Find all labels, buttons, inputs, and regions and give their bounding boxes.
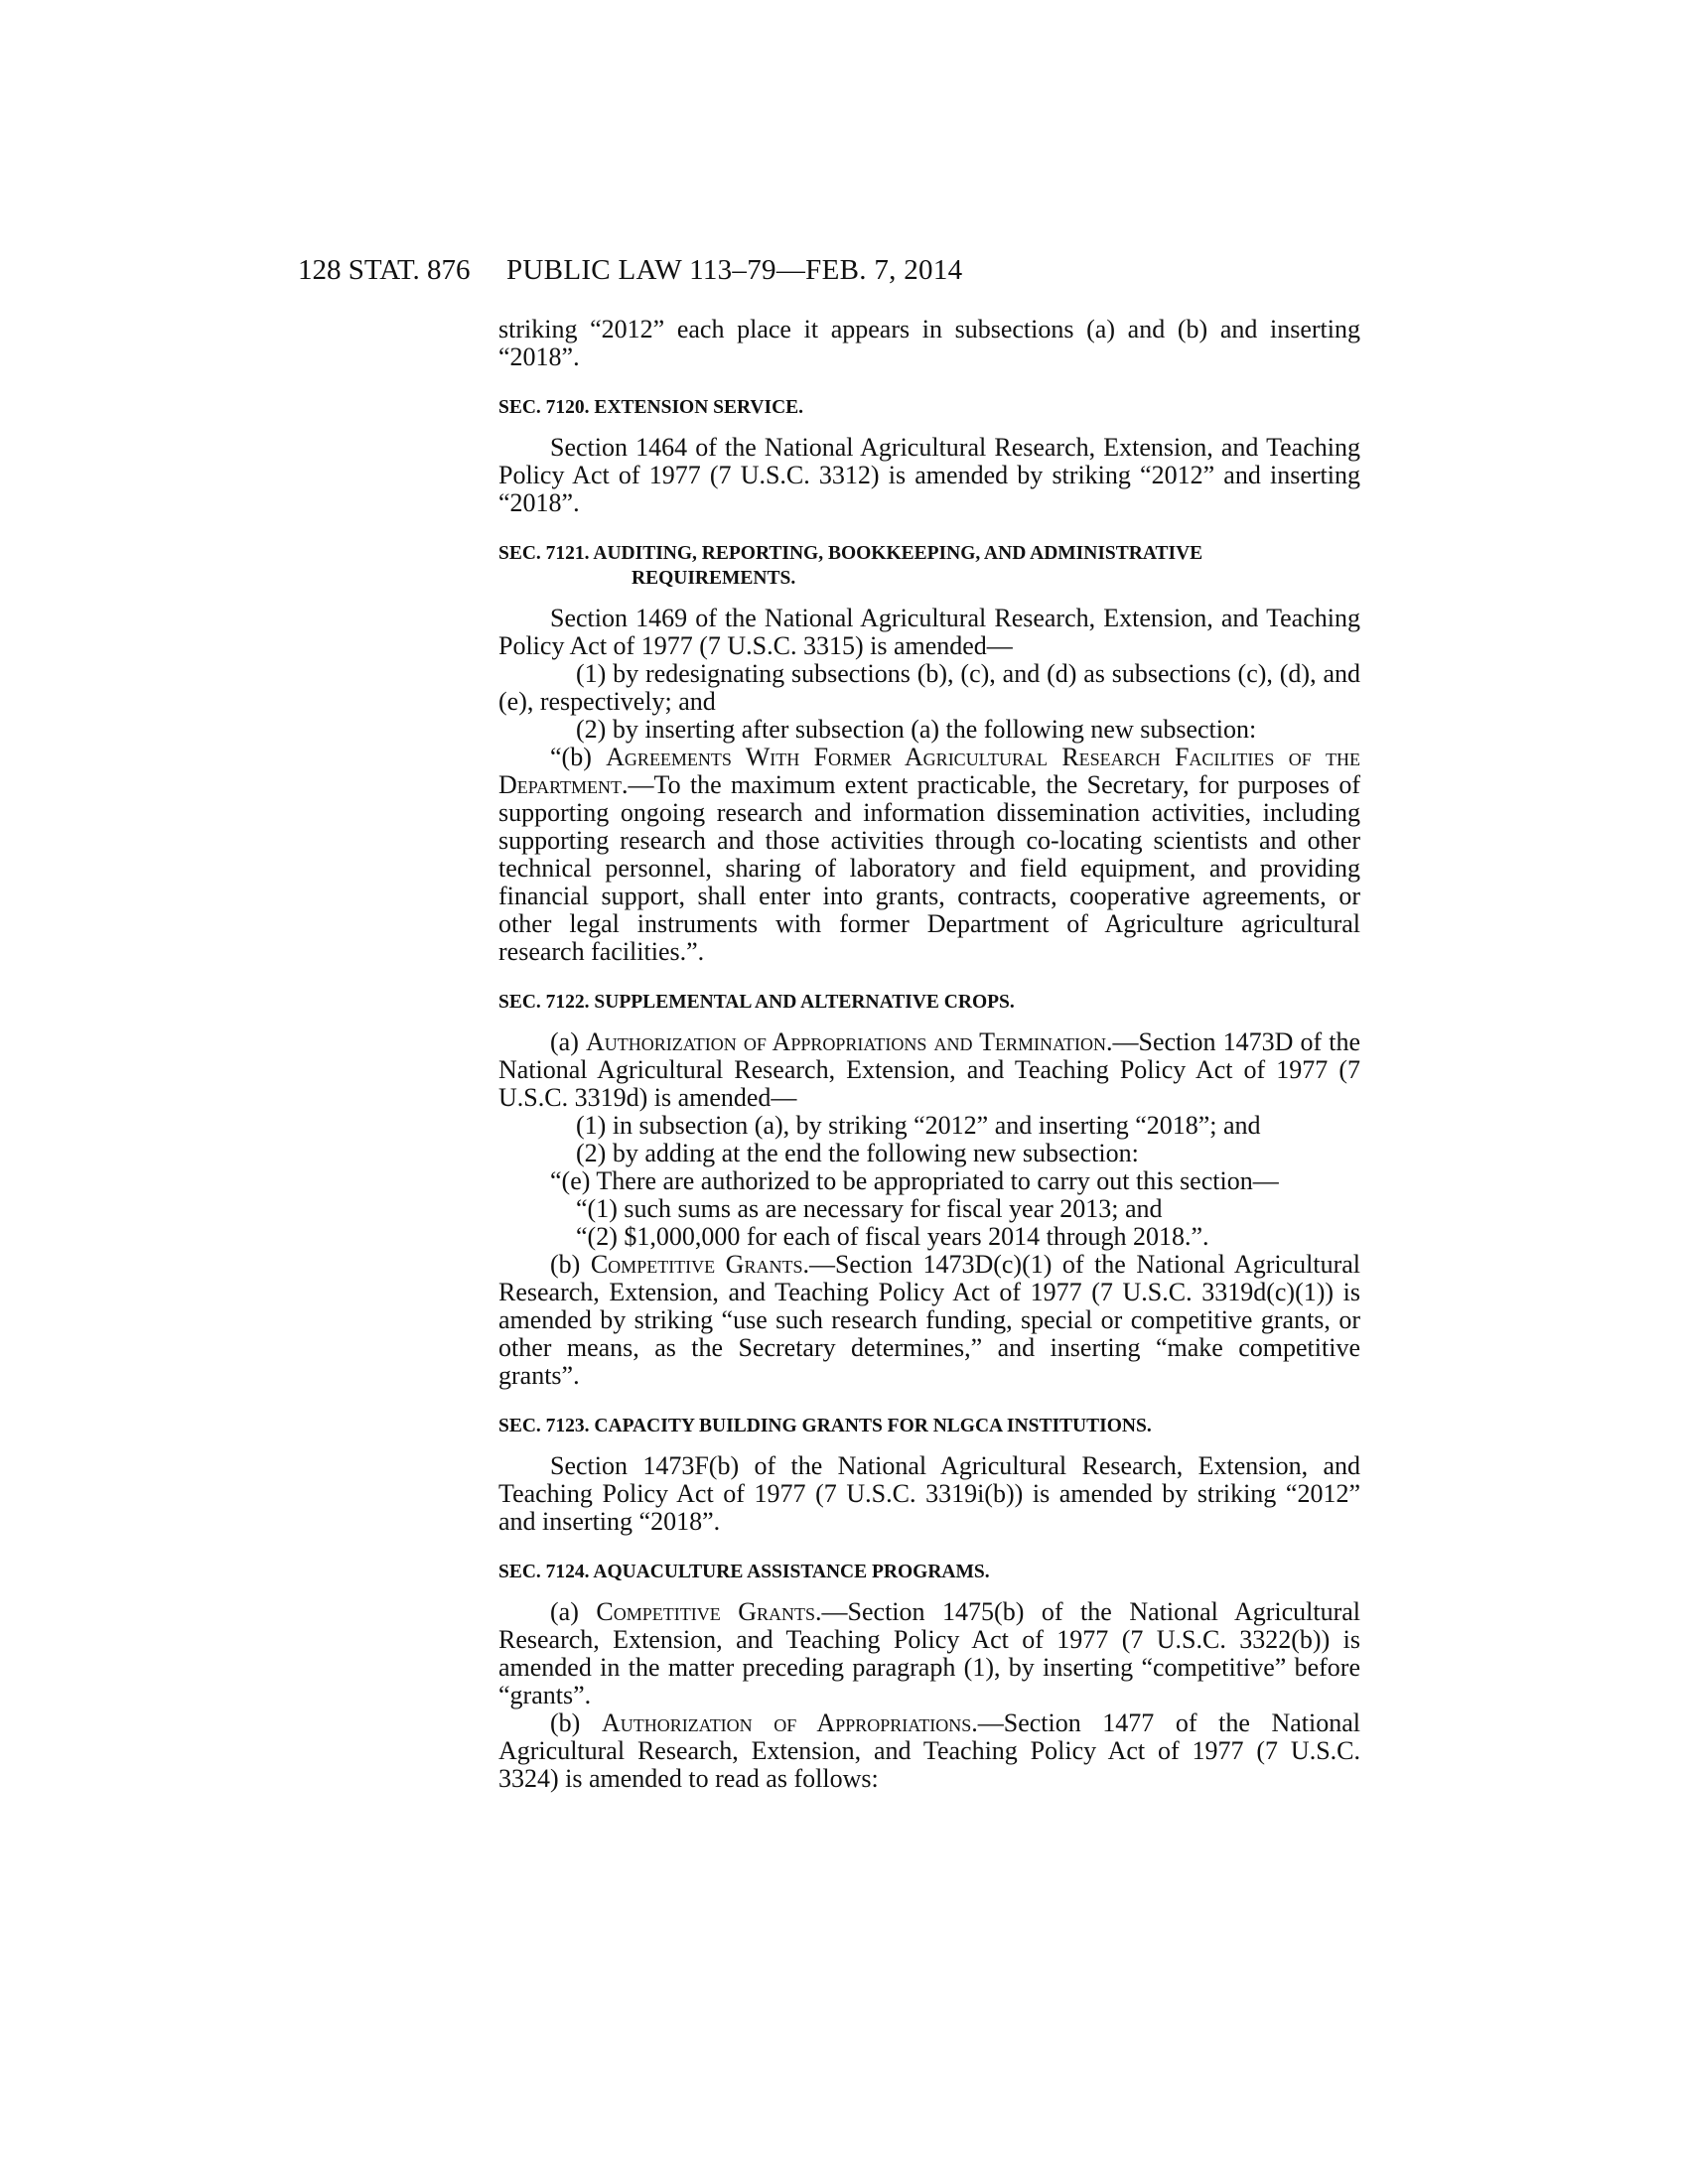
section-heading-7121: SEC. 7121. AUDITING, REPORTING, BOOKKEEPING, AND ADMINISTRATIVE REQUIREMENTS. — [498, 543, 1203, 589]
subsection-text: —Section 1475(b) of the National Agricultural Research, Extension, and Teaching Policy Act of 1977 (7 U.S.C. 3322(b)) is amended in the matter preceding paragraph (1), by inserting “competitive” before “grants”. — [498, 1597, 1361, 1709]
subsection-caption: Agreements With Former Agricultural Research Facilities of the Department. — [498, 743, 1360, 799]
section-7122-subsection-a — [498, 1028, 1360, 1112]
subsection-caption: Competitive Grants. — [596, 1597, 822, 1626]
section-7121-item-1: (1) by redesignating subsections (b), (c), and (d) as subsections (c), (d), and (e), respectively; and — [498, 659, 1360, 716]
subsection-text: —Section 1477 of the National Agricultural Research, Extension, and Teaching Policy Act of 1977 (7 U.S.C. 3324) is amended to read as follows: — [498, 1708, 1361, 1793]
section-heading-7120: SEC. 7120. EXTENSION SERVICE. — [498, 397, 804, 418]
law-title: PUBLIC LAW 113–79—FEB. 7, 2014 — [506, 254, 963, 286]
section-7122-new-subsection-e: “(e) There are authorized to be appropriated to carry out this section— — [550, 1166, 1279, 1195]
subsection-text: —Section 1473D(c)(1) of the National Agricultural Research, Extension, and Teaching Policy Act of 1977 (7 U.S.C. 3319d(c)(1)) is amended by striking “use such research funding, special or competitive grants, or other means, as the Secretary determines,” and inserting “make competitive grants”. — [498, 1250, 1360, 1390]
subsection-prefix: (a) — [550, 1027, 579, 1056]
subsection-text: —To the maximum extent practicable, the Secretary, for purposes of supporting ongoing research and information dissemination activities, including supporting research and those activities through co-locating scientists and other technical personnel, sharing of laboratory and field equipment, and providing financial support, shall enter into grants, contracts, cooperative agreements, or other legal instruments with former Department of Agriculture agricultural research facilities.”. — [498, 770, 1360, 966]
document-body — [498, 316, 1360, 1793]
statute-citation: 128 STAT. 876 — [298, 254, 471, 286]
section-heading-7124: SEC. 7124. AQUACULTURE ASSISTANCE PROGRAMS. — [498, 1562, 990, 1582]
section-7122-item-1: (1) in subsection (a), by striking “2012” and inserting “2018”; and — [576, 1111, 1261, 1140]
subsection-caption: Authorization of Appropriations and Termination. — [585, 1027, 1113, 1056]
subsection-caption: Competitive Grants. — [590, 1250, 809, 1279]
continuation-paragraph: striking “2012” each place it appears in subsections (a) and (b) and inserting “2018”. — [498, 315, 1360, 371]
section-7121-paragraph-1: Section 1469 of the National Agricultural Research, Extension, and Teaching Policy Act of 1977 (7 U.S.C. 3315) is amended— — [498, 604, 1360, 660]
subsection-text: —Section 1473D of the National Agricultural Research, Extension, and Teaching Policy Act of 1977 (7 U.S.C. 3319d) is amended— — [498, 1027, 1361, 1112]
section-7122-item-2: (2) by adding at the end the following new subsection: — [576, 1139, 1139, 1167]
section-heading-7122: SEC. 7122. SUPPLEMENTAL AND ALTERNATIVE CROPS. — [498, 992, 1015, 1013]
subsection-prefix: “(b) — [550, 743, 592, 771]
section-7121-item-2: (2) by inserting after subsection (a) the following new subsection: — [576, 715, 1257, 744]
section-7123-paragraph: Section 1473F(b) of the National Agricultural Research, Extension, and Teaching Policy Act of 1977 (7 U.S.C. 3319i(b)) is amended by striking “2012” and inserting “2018”. — [498, 1451, 1360, 1536]
section-7122-e-item-1: “(1) such sums as are necessary for fiscal year 2013; and — [576, 1194, 1163, 1223]
section-heading-7123: SEC. 7123. CAPACITY BUILDING GRANTS FOR NLGCA INSTITUTIONS. — [498, 1416, 1152, 1436]
section-7121-subsection-b — [498, 744, 1360, 966]
section-7122-e-item-2: “(2) $1,000,000 for each of fiscal years 2014 through 2018.”. — [576, 1222, 1209, 1251]
subsection-prefix: (b) — [550, 1250, 581, 1279]
section-7124-subsection-b — [498, 1709, 1360, 1793]
page-header — [298, 250, 1380, 290]
section-7122-subsection-b — [498, 1251, 1360, 1390]
subsection-prefix: (a) — [550, 1597, 579, 1626]
subsection-caption: Authorization of Appropriations. — [601, 1708, 978, 1737]
subsection-prefix: (b) — [550, 1708, 581, 1737]
section-7124-subsection-a — [498, 1598, 1360, 1709]
section-7120-paragraph: Section 1464 of the National Agricultural Research, Extension, and Teaching Policy Act of 1977 (7 U.S.C. 3312) is amended by striking “2012” and inserting “2018”. — [498, 433, 1360, 517]
